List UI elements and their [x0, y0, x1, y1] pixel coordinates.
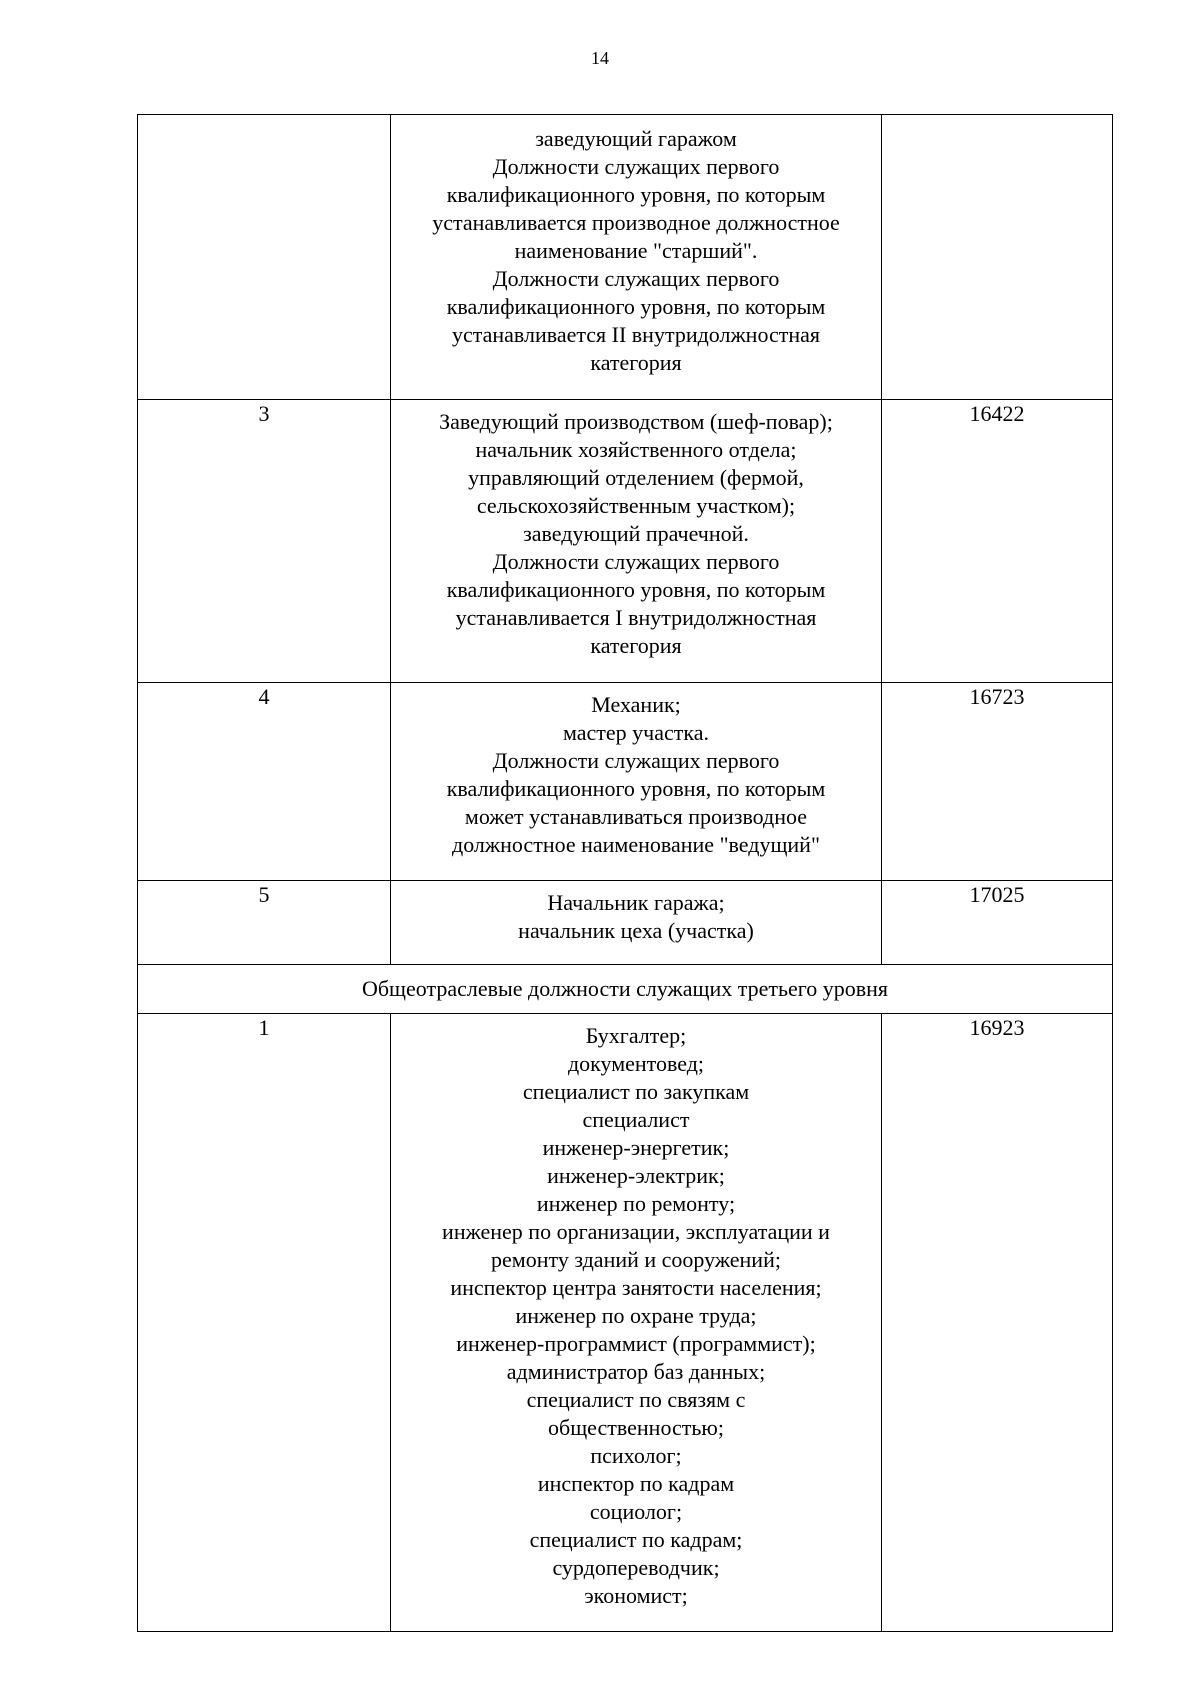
position-title-line: инженер по организации, эксплуатации и [442, 1219, 830, 1244]
position-title-line: Должности служащих первого [492, 154, 780, 179]
position-titles-cell [391, 683, 882, 881]
table-row [138, 115, 1113, 400]
position-title-line: экономист; [584, 1583, 688, 1608]
position-title-line: квалификационного уровня, по которым [446, 577, 826, 602]
position-title-line: Начальник гаража; [547, 890, 725, 915]
position-title-line: инспектор по кадрам [537, 1471, 735, 1496]
position-title-line: психолог; [590, 1443, 682, 1468]
position-title-line: заведующий гаражом [535, 126, 737, 151]
salary-code-cell: 16723 [882, 683, 1113, 881]
position-title-line: инженер-программист (программист); [456, 1331, 816, 1356]
row-number-cell: 3 [138, 400, 391, 683]
position-title-line: Должности служащих первого [492, 266, 780, 291]
position-title-line: наименование "старший". [514, 238, 758, 263]
position-title-line: специалист по связям с [526, 1387, 746, 1412]
position-title-line: инженер-электрик; [547, 1163, 725, 1188]
position-title-line: ремонту зданий и сооружений; [491, 1247, 781, 1272]
row-number-cell: 5 [138, 881, 391, 965]
position-titles-cell [391, 400, 882, 683]
position-titles-cell [391, 115, 882, 400]
position-title-line: документовед; [567, 1051, 705, 1076]
position-title-line: устанавливается I внутридолжностная [455, 605, 817, 630]
position-title-line: квалификационного уровня, по которым [446, 182, 826, 207]
position-title-line: мастер участка. [562, 720, 709, 745]
position-title-line: специалист по закупкам [522, 1079, 750, 1104]
row-number-cell: 1 [138, 1014, 391, 1632]
position-title-line: управляющий отделением (фермой, [468, 465, 804, 490]
position-title-line: сурдопереводчик; [552, 1555, 720, 1580]
position-title-line: общественностью; [548, 1415, 724, 1440]
table-row [138, 400, 1113, 683]
section-heading: Общеотраслевые должности служащих третьего уровня [138, 965, 1113, 1014]
salary-code-cell: 16422 [882, 400, 1113, 683]
page-number: 14 [591, 48, 609, 68]
row-number-cell [138, 115, 391, 400]
salary-code-cell: 17025 [882, 881, 1113, 965]
position-title-line: инспектор центра занятости населения; [450, 1275, 822, 1300]
position-title-line: социолог; [589, 1499, 683, 1524]
position-title-line: Механик; [591, 692, 681, 717]
position-titles-cell [391, 1014, 882, 1632]
position-title-line: Заведующий производством (шеф-повар); [439, 409, 833, 434]
table-row [138, 683, 1113, 881]
position-title-line: сельскохозяйственным участком); [476, 493, 796, 518]
position-title-line: начальник хозяйственного отдела; [475, 437, 797, 462]
position-title-line: специалист по кадрам; [529, 1527, 743, 1552]
position-title-line: начальник цеха (участка) [518, 918, 754, 943]
position-title-line: устанавливается II внутридолжностная [451, 322, 821, 347]
position-title-line: инженер-энергетик; [542, 1135, 730, 1160]
position-title-line: категория [590, 633, 682, 658]
position-title-line: устанавливается производное должностное [432, 210, 840, 235]
positions-table [137, 114, 1113, 1632]
position-title-line: должностное наименование "ведущий" [452, 832, 820, 857]
position-title-line: Бухгалтер; [585, 1023, 687, 1048]
salary-code-cell: 16923 [882, 1014, 1113, 1632]
position-title-line: инженер по охране труда; [515, 1303, 757, 1328]
section-heading-row [138, 965, 1113, 1014]
table-row [138, 1014, 1113, 1632]
position-title-line: Должности служащих первого [492, 748, 780, 773]
position-title-line: инженер по ремонту; [536, 1191, 736, 1216]
position-title-line: специалист [582, 1107, 690, 1132]
position-title-line: администратор баз данных; [506, 1359, 766, 1384]
position-title-line: может устанавливаться производное [464, 804, 808, 829]
position-title-line: квалификационного уровня, по которым [446, 776, 826, 801]
position-titles-cell [391, 881, 882, 965]
table-row [138, 881, 1113, 965]
position-title-line: категория [590, 350, 682, 375]
position-title-line: Должности служащих первого [492, 549, 780, 574]
position-title-line: заведующий прачечной. [523, 521, 749, 546]
row-number-cell: 4 [138, 683, 391, 881]
salary-code-cell [882, 115, 1113, 400]
position-title-line: квалификационного уровня, по которым [446, 294, 826, 319]
